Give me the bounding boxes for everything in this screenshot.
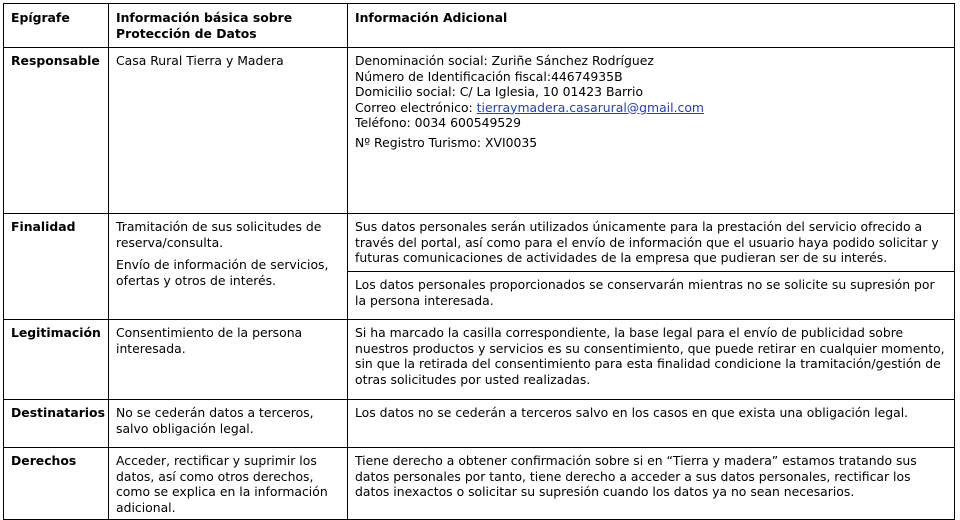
basic-finalidad [109, 214, 348, 320]
row-finalidad-1 [4, 214, 955, 272]
basic-destinatarios: No se cederán datos a terceros, salvo obligación legal. [109, 400, 348, 448]
email-link[interactable]: tierraymadera.casarural@gmail.com [476, 99, 704, 115]
data-protection-table [3, 3, 954, 515]
row-responsable [4, 48, 955, 214]
registro-turismo: Nº Registro Turismo: XVI0035 [355, 134, 538, 150]
row-legitimacion [4, 320, 955, 400]
telefono: Teléfono: 0034 600549529 [355, 115, 522, 131]
label-finalidad: Finalidad [4, 214, 109, 320]
row-destinatarios [4, 400, 955, 448]
basic-responsable: Casa Rural Tierra y Madera [109, 48, 348, 214]
info-derechos: Tiene derecho a obtener confirmación sobre si en “Tierra y madera” estamos tratando sus datos personales por tanto, tiene derecho a acceder a sus datos personales, rectificar los datos inexactos o solicitar su supresión cuando los datos ya no sean necesarios. [348, 448, 955, 520]
correo-line [355, 100, 947, 116]
label-destinatarios: Destinatarios [4, 400, 109, 448]
header-row [4, 4, 955, 48]
basic-derechos: Acceder, rectificar y suprimir los datos, así como otros derechos, como se explica en la información adicional. [109, 448, 348, 520]
info-destinatarios: Los datos no se cederán a terceros salvo en los casos en que exista una obligación legal. [348, 400, 955, 448]
label-derechos: Derechos [4, 448, 109, 520]
label-legitimacion: Legitimación [4, 320, 109, 400]
header-additional-info: Información Adicional [348, 4, 955, 48]
denominacion-social: Denominación social: Zuriñe Sánchez Rodríguez [355, 53, 654, 68]
correo-label: Correo electrónico: [355, 99, 477, 115]
domicilio-social: Domicilio social: C/ La Iglesia, 10 01423 Barrio [355, 84, 644, 100]
nif: Número de Identificación fiscal:44674935B [355, 68, 623, 84]
row-derechos [4, 448, 955, 520]
header-basic-info: Información básica sobre Protección de Datos [109, 4, 348, 48]
label-responsable: Responsable [4, 48, 109, 214]
finalidad-basic-1: Tramitación de sus solicitudes de reserva/consulta. [116, 219, 322, 250]
info-legitimacion: Si ha marcado la casilla correspondiente, la base legal para el envío de publicidad sobre nuestros productos y servicios es su consentimiento, que puede retirar en cualquier momento, sin que la retirada del consentimiento para esta finalidad condicione la tramitación/gestión de otras solicitudes por usted realizadas. [348, 320, 955, 400]
header-epigrafe: Epígrafe [4, 4, 109, 48]
finalidad-basic-2: Envío de información de servicios, ofertas y otros de interés. [116, 257, 329, 288]
info-finalidad-2: Los datos personales proporcionados se conservarán mientras no se solicite su supresión por la persona interesada. [348, 272, 955, 320]
info-finalidad-1: Sus datos personales serán utilizados únicamente para la prestación del servicio ofrecido a través del portal, así como para el envío de información que el usuario haya podido solicitar y futuras comunicaciones de actividades de la empresa que pudieran ser de su interés. [348, 214, 955, 272]
info-responsable [348, 48, 955, 214]
basic-legitimacion: Consentimiento de la persona interesada. [109, 320, 348, 400]
